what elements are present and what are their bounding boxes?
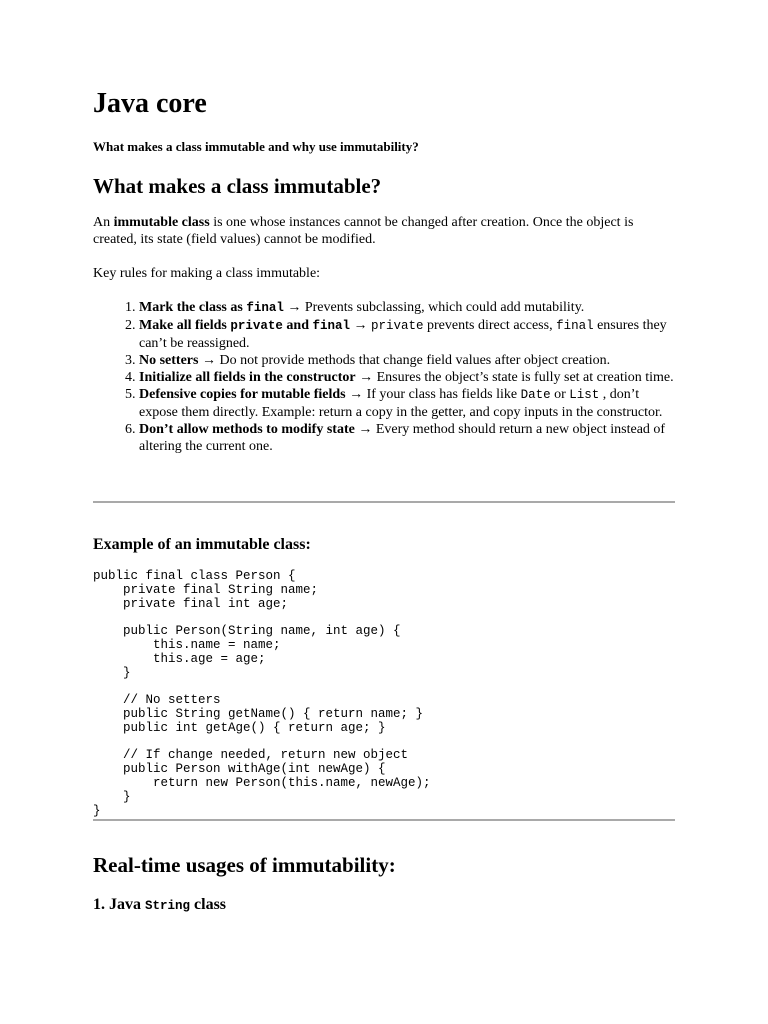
rule-1-code-final: final — [246, 301, 284, 315]
intro-text-1: An — [93, 215, 114, 230]
rule-6-title: Don’t allow methods to modify state — [139, 422, 355, 437]
rule-2-text-1: prevents direct access, — [423, 318, 557, 333]
rule-2-code-final: final — [312, 319, 350, 333]
arrow-icon: → — [359, 370, 374, 385]
intro-paragraph — [93, 214, 676, 248]
arrow-icon: → — [201, 353, 216, 368]
rule-5-code-list: List — [569, 388, 600, 402]
rule-2-code-private: private — [230, 319, 283, 333]
example-heading: Example of an immutable class: — [93, 536, 311, 553]
usage-item-code: String — [145, 899, 191, 913]
arrow-icon: → — [287, 300, 302, 315]
intro-bold-term: immutable class — [113, 215, 210, 230]
section-divider — [93, 501, 675, 503]
section-divider — [93, 819, 675, 821]
arrow-icon: → — [349, 387, 364, 402]
rule-2-title — [139, 318, 350, 333]
usage-item-string — [93, 895, 226, 916]
rule-5-text-3: , don’t expose them directly. Example: return a copy in the getter, and copy inputs in the constructor. — [139, 387, 663, 420]
rule-1-title — [139, 300, 284, 315]
rule-item — [139, 352, 676, 369]
rule-4-title: Initialize all fields in the constructor — [139, 370, 356, 385]
rule-5-code-date: Date — [520, 388, 551, 402]
rule-3-text: Do not provide methods that change field values after object creation. — [215, 353, 611, 368]
rule-2-code-final-2: final — [556, 319, 594, 333]
rule-2-title-and: and — [282, 318, 313, 333]
rule-item — [139, 299, 676, 317]
usage-item-suffix: class — [190, 896, 227, 913]
arrow-icon: → — [353, 318, 368, 333]
rule-5-text-1: If your class has fields like — [363, 387, 521, 402]
rules-intro: Key rules for making a class immutable: — [93, 266, 321, 281]
rule-1-text: Prevents subclassing, which could add mutability. — [301, 300, 585, 315]
rule-2-text-2: ensures they can’t be reassigned. — [139, 318, 667, 351]
page-title: Java core — [93, 88, 207, 119]
rule-item — [139, 421, 676, 455]
section-heading-immutable: What makes a class immutable? — [93, 174, 382, 198]
rule-4-text: Ensures the object’s state is fully set at creation time. — [373, 370, 674, 385]
usage-item-prefix: 1. Java — [93, 896, 145, 913]
section-heading-usages: Real-time usages of immutability: — [93, 853, 396, 877]
rule-2-code-private-2: private — [371, 319, 424, 333]
rule-3-title: No setters — [139, 353, 199, 368]
arrow-icon: → — [358, 422, 373, 437]
rule-2-title-text: Make all fields — [139, 318, 231, 333]
rule-5-title: Defensive copies for mutable fields — [139, 387, 346, 402]
rule-5-text-2: or — [550, 387, 570, 402]
rule-item — [139, 369, 676, 386]
code-block: public final class Person { private final String name; private final int age; public Person(String name, int age) { this.name = name; this.age = age; } // No setters public String getName() { return name; } public int getAge() { return age; } // If change needed, return new object public Person withAge(int newAge) { return new Person(this.name, newAge); } } — [93, 569, 431, 818]
rule-item — [139, 386, 676, 421]
rules-list — [93, 299, 676, 455]
rule-6-text: Every method should return a new object instead of altering the current one. — [139, 422, 666, 454]
page-subtitle: What makes a class immutable and why use immutability? — [93, 139, 419, 154]
intro-text-2: is one whose instances cannot be changed after creation. Once the object is created, its state (field values) cannot be modified. — [93, 215, 634, 247]
rule-item — [139, 317, 676, 352]
rule-1-title-text: Mark the class as — [139, 300, 247, 315]
